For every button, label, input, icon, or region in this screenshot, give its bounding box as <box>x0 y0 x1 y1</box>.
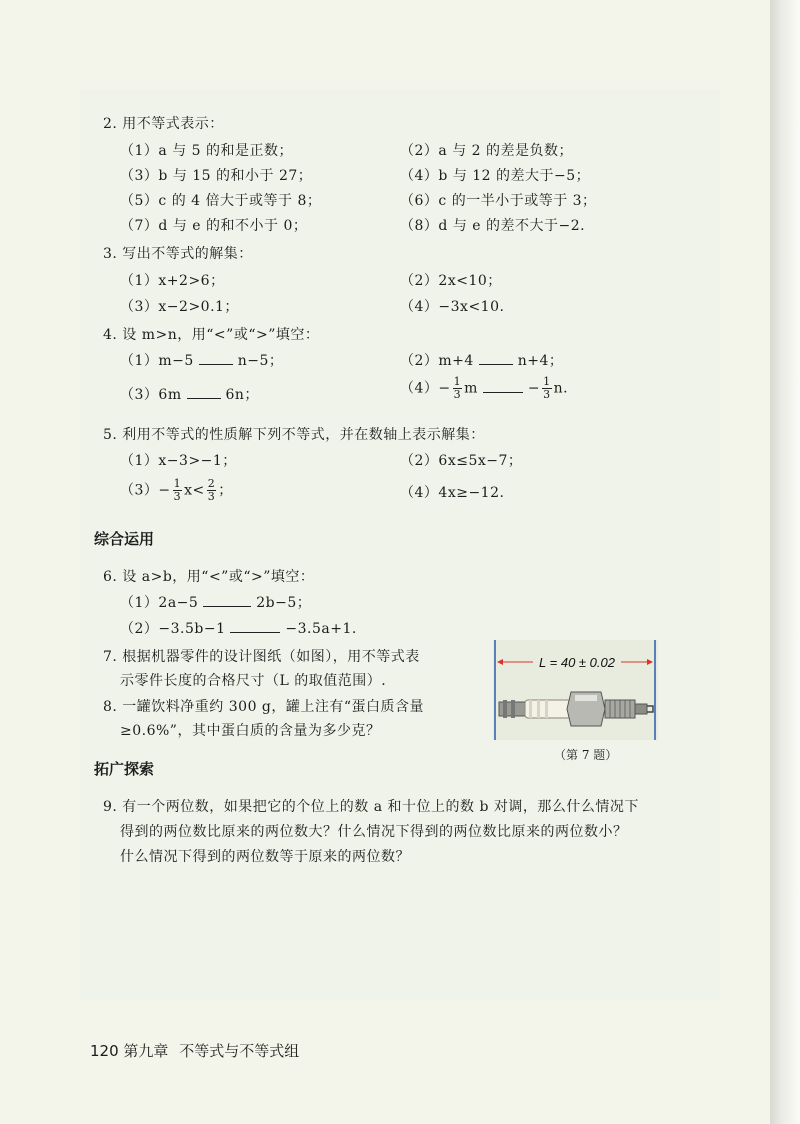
page-footer <box>90 1040 299 1061</box>
fraction-denominator: 3 <box>207 490 216 503</box>
q6-item-2-right: −3.5a+1. <box>285 621 357 637</box>
q4-item-2 <box>400 350 563 370</box>
q4-item-2-right: n+4； <box>517 353 564 369</box>
q4-item-3-right: 6n； <box>225 387 259 403</box>
insulator-rib <box>537 700 540 718</box>
q2-item-2: （2）a 与 2 的差是负数； <box>400 143 574 159</box>
q2-title: 2. 用不等式表示： <box>103 116 224 132</box>
plug-ridge <box>503 700 507 718</box>
q3-item-2: （2）2x<10； <box>400 273 502 289</box>
q9-line-2: 得到的两位数比原来的两位数大？什么情况下得到的两位数比原来的两位数小？ <box>120 824 628 840</box>
q4-item-3 <box>120 384 259 404</box>
fraction-numerator: 1 <box>543 375 551 388</box>
q4-item-3-left: （3）6m <box>120 387 182 403</box>
q2-item-1: （1）a 与 5 的和是正数； <box>120 143 294 159</box>
q5-item-4: （4）4x≥−12. <box>400 485 505 501</box>
q5-title: 5. 利用不等式的性质解下列不等式，并在数轴上表示解集： <box>103 427 485 443</box>
answer-blank[interactable] <box>483 380 523 393</box>
q6-item-1-left: （1）2a−5 <box>120 595 199 611</box>
answer-blank[interactable] <box>203 594 251 607</box>
q5-item-2: （2）6x≤5x−7； <box>400 453 523 469</box>
page-number: 120 <box>90 1042 119 1060</box>
q2-item-6: （6）c 的一半小于或等于 3； <box>400 193 597 209</box>
fraction-denominator: 3 <box>543 388 551 401</box>
insulator-rib <box>545 700 548 718</box>
arrow-head-right-icon <box>647 659 653 665</box>
spark-plug-figure <box>493 640 658 740</box>
plug-electrode <box>635 704 647 714</box>
q4-item-4-neg: − <box>527 380 541 397</box>
q8-line-1: 8. 一罐饮料净重约 300 g，罐上注有“蛋白质含量 <box>103 699 425 715</box>
q2-item-7: （7）d 与 e 的和不小于 0； <box>120 218 308 234</box>
plug-ridge <box>511 700 515 718</box>
q5-item-3-right: ； <box>218 482 233 499</box>
fraction-denominator: 3 <box>453 388 462 401</box>
chapter-title: 不等式与不等式组 <box>179 1042 300 1060</box>
q4-item-2-left: （2）m+4 <box>400 353 474 369</box>
nut-highlight <box>575 695 597 701</box>
q3-item-3: （3）x−2>0.1； <box>120 299 239 315</box>
figure-caption: （第 7 题） <box>554 748 618 762</box>
fraction-numerator: 2 <box>207 477 216 490</box>
q7-line-2: 示零件长度的合格尺寸（L 的取值范围）. <box>120 673 387 689</box>
q5-item-1: （1）x−3>−1； <box>120 453 237 469</box>
q6-item-1-right: 2b−5； <box>256 595 312 611</box>
q2-item-4: （4）b 与 12 的差大于−5； <box>400 168 591 184</box>
fraction-denominator: 3 <box>173 490 182 503</box>
q6-item-2-left: （2）−3.5b−1 <box>120 621 226 637</box>
q4-item-4 <box>400 376 568 401</box>
insulator-rib <box>529 700 532 718</box>
section-heading-explore: 拓广探索 <box>94 760 155 778</box>
answer-blank[interactable] <box>199 352 233 365</box>
page-edge <box>770 0 800 1124</box>
q2-item-8: （8）d 与 e 的差不大于−2. <box>400 218 586 234</box>
fraction-numerator: 1 <box>453 375 462 388</box>
q6-item-1 <box>120 592 311 612</box>
fraction <box>207 478 217 503</box>
q5-item-3 <box>120 478 233 503</box>
q3-item-4: （4）−3x<10. <box>400 299 505 315</box>
plug-gap-hook <box>647 706 653 712</box>
q6-item-2 <box>120 618 357 638</box>
q5-item-3-mid: x< <box>184 482 205 499</box>
q2-item-3: （3）b 与 15 的和小于 27； <box>120 168 313 184</box>
q4-item-4-right: n. <box>553 380 569 397</box>
q8-line-2: ≥0.6%”，其中蛋白质的含量为多少克？ <box>120 723 381 739</box>
q5-item-3-left: （3）− <box>120 482 171 499</box>
q6-title: 6. 设 a>b，用“<”或“>”填空： <box>103 569 315 585</box>
fraction <box>542 376 552 401</box>
dimension-label: L = 40 ± 0.02 <box>539 655 615 670</box>
q4-item-1-left: （1）m−5 <box>120 353 194 369</box>
chapter-label: 第九章 <box>123 1042 169 1060</box>
q9-line-1: 9. 有一个两位数，如果把它的个位上的数 a 和十位上的数 b 对调，那么什么情况下 <box>103 799 639 815</box>
answer-blank[interactable] <box>479 352 513 365</box>
q7-line-1: 7. 根据机器零件的设计图纸（如图），用不等式表 <box>103 649 420 665</box>
fraction <box>453 376 463 401</box>
fraction-numerator: 1 <box>173 477 182 490</box>
q9-line-3: 什么情况下得到的两位数等于原来的两位数？ <box>120 849 410 865</box>
answer-blank[interactable] <box>230 620 280 633</box>
q4-item-1 <box>120 350 283 370</box>
q3-item-1: （1）x+2>6； <box>120 273 225 289</box>
answer-blank[interactable] <box>187 386 221 399</box>
q4-item-4-var: m <box>464 380 478 397</box>
q2-item-5: （5）c 的 4 倍大于或等于 8； <box>120 193 322 209</box>
q4-item-1-right: n−5； <box>237 353 284 369</box>
section-heading-comprehensive: 综合运用 <box>94 530 155 548</box>
q4-item-4-left: （4）− <box>400 380 451 397</box>
arrow-head-left-icon <box>497 659 503 665</box>
q4-title: 4. 设 m>n，用“<”或“>”填空： <box>103 327 320 343</box>
q3-title: 3. 写出不等式的解集： <box>103 246 253 262</box>
spark-plug-drawing <box>493 640 658 740</box>
fraction <box>173 478 183 503</box>
